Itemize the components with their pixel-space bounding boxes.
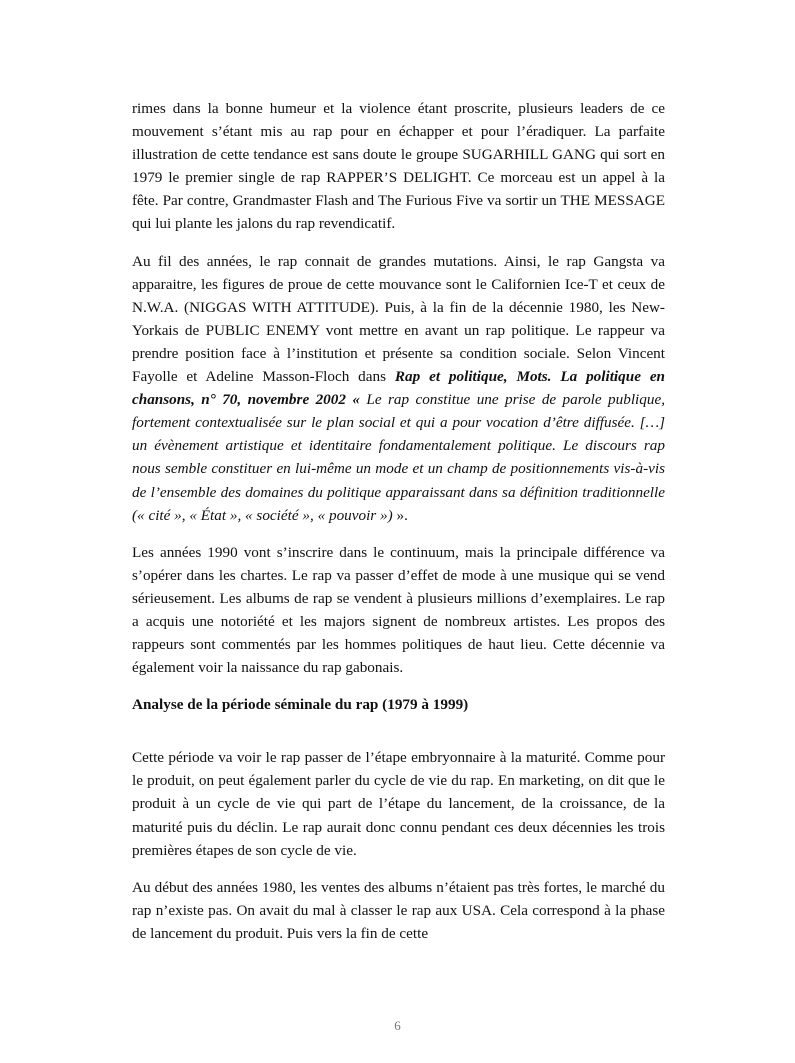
paragraph-2-intro: Au fil des années, le rap connait de grandes mutations. Ainsi, le rap Gangsta va apparaitre, les figures de proue de cette mouvance sont le Californien Ice-T et ceux de N.W.A. (NIGGAS WITH ATTITUDE). Puis, à la fin de la décennie 1980, les New-Yorkais de PUBLIC ENEMY vont mettre en avant un rap politique. Le rappeur va prendre position face à l’institution et présente sa condition sociale. Selon Vincent Fayolle et Adeline Masson-Floch dans	[132, 252, 665, 386]
paragraph-2-end: ».	[392, 506, 408, 524]
paragraph-1: rimes dans la bonne humeur et la violence étant proscrite, plusieurs leaders de ce mouvement s’étant mis au rap pour en échapper et pour l’éradiquer. La parfaite illustration de cette tendance est sans doute le groupe SUGARHILL GANG qui sort en 1979 le premier single de rap RAPPER’S DELIGHT. Ce morceau est un appel à la fête. Par contre, Grandmaster Flash and The Furious Five va sortir un THE MESSAGE qui lui plante les jalons du rap revendicatif.	[132, 100, 665, 233]
paragraph-4: Cette période va voir le rap passer de l’étape embryonnaire à la maturité. Comme pour le produit, on peut également parler du cycle de vie du rap. En marketing, on dit que le produit à un cycle de vie qui part de l’étape du lancement, de la croissance, de la maturité puis du déclin. Le rap aurait donc connu pendant ces deux décennies les trois premières étapes de son cycle de vie.	[132, 749, 665, 859]
paragraph-2-source: Rap et politique, Mots. La politique en chansons, n° 70, novembre 2002 «	[132, 368, 666, 409]
page-body	[132, 97, 665, 945]
paragraph-3: Les années 1990 vont s’inscrire dans le continuum, mais la principale différence va s’opérer dans les chartes. Le rap va passer d’effet de mode à une musique qui se vend sérieusement. Les albums de rap se vendent à plusieurs millions d’exemplaires. Le rap a acquis une notoriété et les majors signent de nombreux artistes. Les propos des rappeurs sont commentés par les hommes politiques de haut lieu. Cette décennie va également voir la naissance du rap gabonais.	[132, 543, 665, 677]
paragraph-5: Au début des années 1980, les ventes des albums n’étaient pas très fortes, le marché du rap n’existe pas. On avait du mal à classer le rap aux USA. Cela correspond à la phase de lancement du produit. Puis vers la fin de cette	[132, 878, 665, 942]
section-heading: Analyse de la période séminale du rap (1979 à 1999)	[132, 696, 469, 714]
page-number: 6	[394, 1018, 401, 1033]
paragraph-2-quote-b: […] un évènement artistique et identitaire fondamentalement politique. Le discours rap nous semble constituer en lui-même un mode et un champ de positionnements vis-à-vis de l’ensemble des domaines du politique apparaissant dans sa définition traditionnelle (« cité », « État », « société », « pouvoir »)	[132, 414, 665, 524]
paragraph-2-quote-a: Le rap constitue une prise de parole publique, fortement contextualisée sur le plan social et qui a pour vocation d’être diffusée.	[132, 391, 665, 432]
paragraph-2	[132, 250, 665, 527]
